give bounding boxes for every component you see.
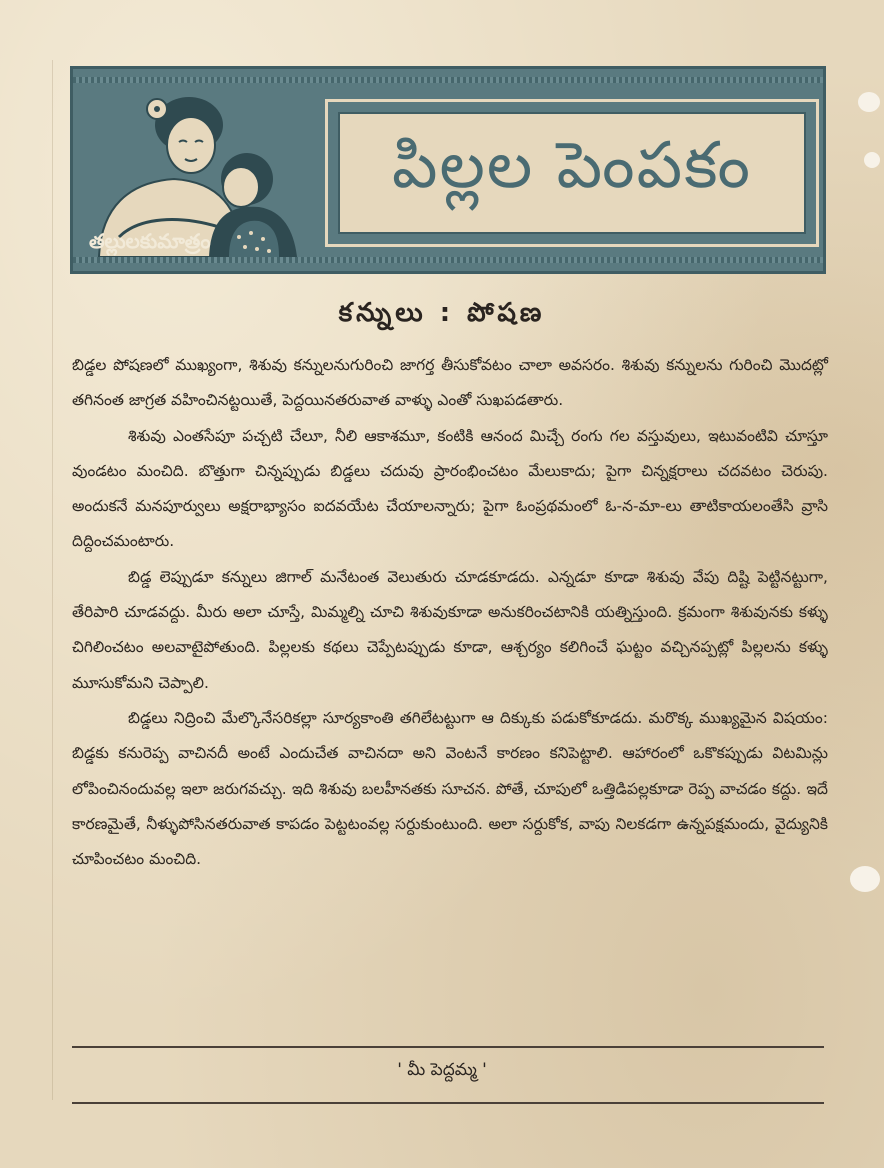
article-paragraph-1: బిడ్డల పోషణలో ముఖ్యంగా, శిశువు కన్నులనుగురించి జాగర్త తీసుకోవటం చాలా అవసరం. శిశువు కన్నులను గురించి మొదట్లో తగినంత జాగ్రత వహించినట్టయితే, పెద్దయినతరువాత వాళ్ళు ఎంతో సుఖపడతారు. bbox=[72, 356, 828, 410]
page-tear-mark bbox=[858, 92, 880, 112]
banner-title-frame bbox=[325, 99, 819, 247]
page-tear-mark bbox=[864, 152, 880, 168]
article-body bbox=[72, 348, 828, 1028]
article-paragraph-2: శిశువు ఎంతసేపూ పచ్చటి చేలూ, నీలి ఆకాశమూ, కంటికి ఆనంద మిచ్చే రంగు గల వస్తువులు, ఇటువంటివి చూస్తూ వుండటం మంచిది. బొత్తుగా చిన్నప్పుడు బిడ్డలు చదువు ప్రారంభించటం మేలుకాదు; పైగా చిన్నక్షరాలు చదవటం చెరుపు. అందుకనే మనపూర్వులు అక్షరాభ్యాసం ఐదవయేట చేయాలన్నారు; పైగా ఓంప్రథమంలో ఓ-న-మా-లు తాటికాయలంతేసి వ్రాసి దిద్దించమంటారు. bbox=[72, 426, 828, 551]
footer-rule-bottom bbox=[72, 1102, 824, 1104]
article-paragraph-3: బిడ్డ లెప్పుడూ కన్నులు జిగాల్ మనేటంత వెలుతురు చూడకూడదు. ఎన్నడూ కూడా శిశువు వేపు దిష్టి పెట్టినట్టుగా, తేరిపారి చూడవద్దు. మీరు అలా చూస్తే, మిమ్మల్ని చూచి శిశువుకూడా అనుకరించటానికి యత్నిస్తుంది. క్రమంగా శిశువునకు కళ్ళు చిగిలించటం అలవాటైపోతుంది. పిల్లలకు కథలు చెప్పేటప్పుడు కూడా, ఆశ్చర్యం కలిగించే ఘట్టం వచ్చినప్పట్లో పిల్లలను కళ్ళు మూసుకోమని చెప్పాలి. bbox=[72, 567, 828, 692]
article-paragraph-4: బిడ్డలు నిద్రించి మేల్కొనేసరికల్లా సూర్యకాంతి తగిలేటట్టుగా ఆ దిక్కుకు పడుకోకూడదు. మరొక్క ముఖ్యమైన విషయం: బిడ్డకు కనురెప్ప వాచినదీ అంటే ఎందుచేత వాచినదా అని వెంటనే కారణం కనిపెట్టాలి. ఆహారంలో ఒకొకప్పుడు విటమిన్లు లోపించినందువల్ల ఇలా జరుగవచ్చు. ఇది శిశువు బలహీనతకు సూచన. పోతే, చూపులో ఒత్తిడిపల్లకూడా రెప్ప వాచడం కద్దు. ఇదే కారణమైతే, నీళ్ళుపోసినతరువాత కాపడం పెట్టటంవల్ల సర్దుకుంటుంది. అలా సర్దుకోక, వాపు నిలకడగా ఉన్నపక్షమందు, వైద్యునికి చూపించటం మంచిది. bbox=[72, 708, 828, 869]
banner-title: పిల్లల పెంపకం bbox=[392, 128, 752, 203]
banner-stripe-top bbox=[73, 77, 823, 83]
page-tear-mark bbox=[850, 866, 880, 892]
banner-title-box bbox=[338, 112, 806, 234]
article-title: కన్నులు : పోషణ bbox=[338, 298, 546, 328]
banner-subtitle: తల్లులకుమాత్రం bbox=[89, 229, 211, 253]
column-banner bbox=[70, 66, 826, 274]
footer-rule-top bbox=[72, 1046, 824, 1048]
article-signature: ' మీ పెద్దమ్మ ' bbox=[397, 1060, 487, 1080]
page-fold-line bbox=[52, 60, 53, 1100]
